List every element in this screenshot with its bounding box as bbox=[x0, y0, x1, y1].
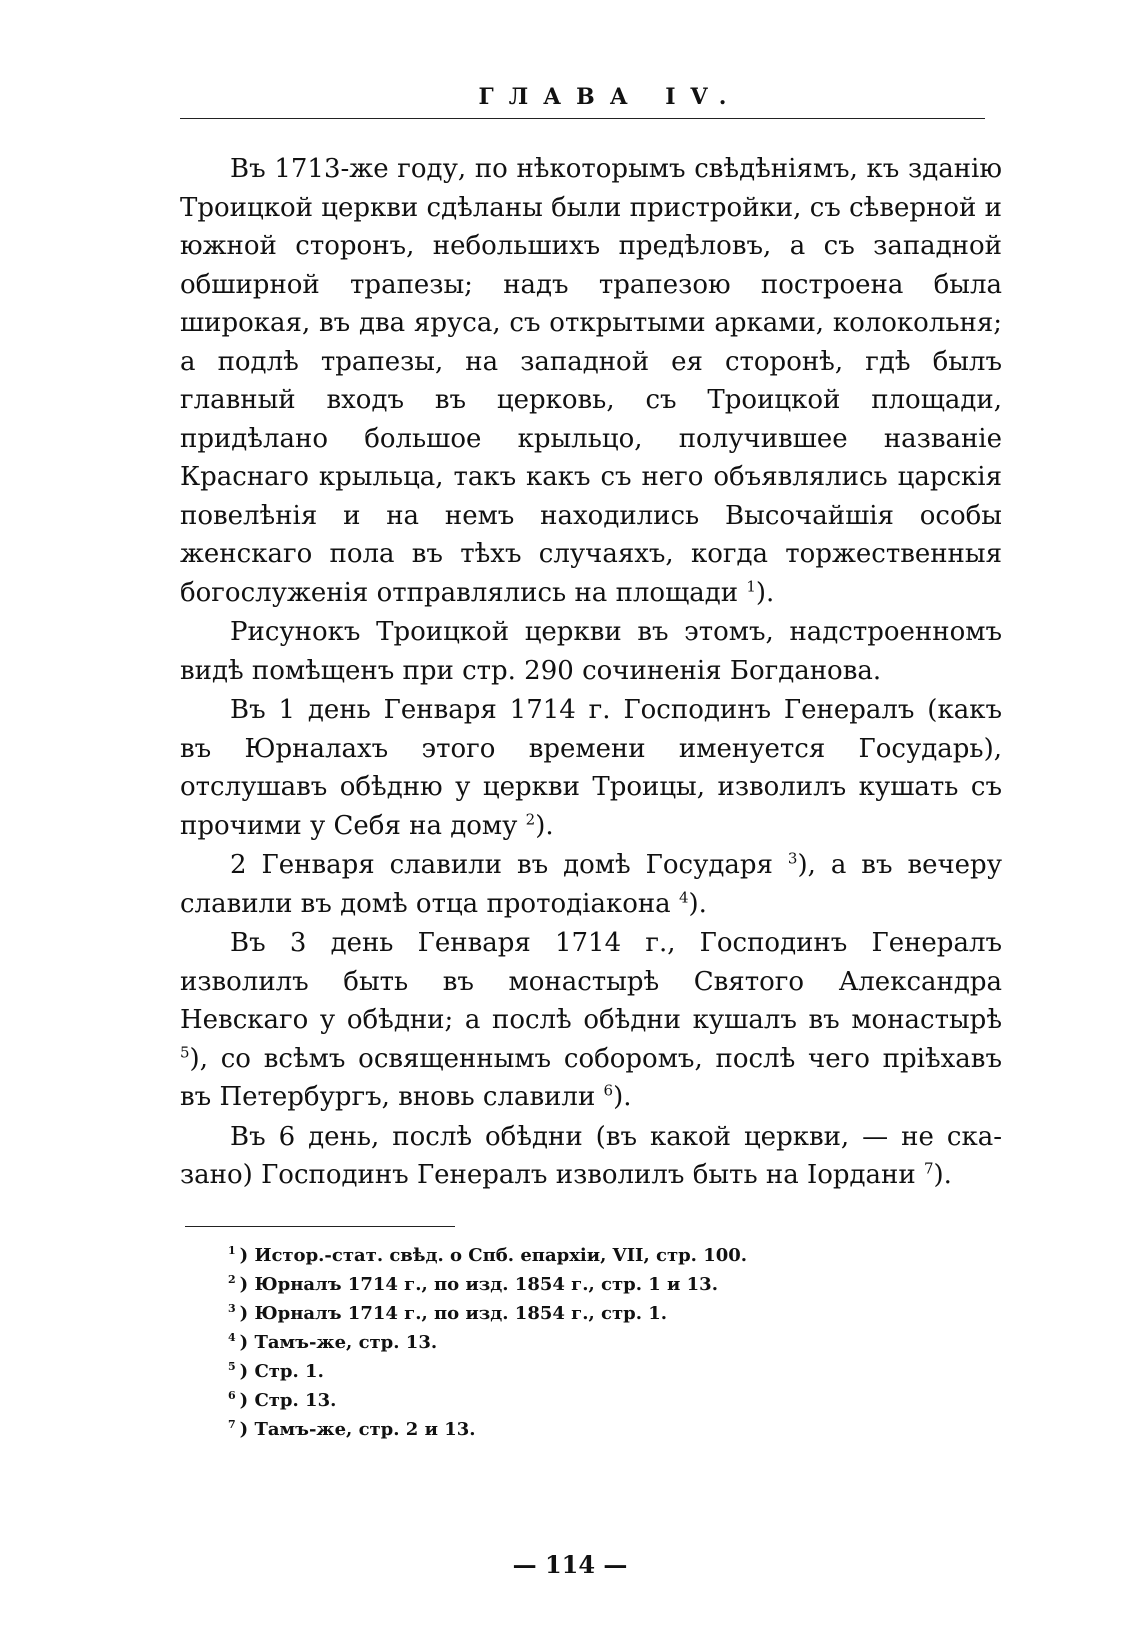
footnote-mark: 5 bbox=[228, 1360, 236, 1373]
paragraph-text: ). bbox=[535, 810, 554, 841]
paragraph bbox=[180, 846, 1002, 923]
footnote-text: ) Юрналъ 1714 г., по изд. 1854 г., стр. 1 и 13. bbox=[239, 1274, 718, 1295]
paragraph-text: 2 Генваря славили въ домѣ Государя bbox=[230, 850, 788, 880]
paragraph-text: ), со всѣмъ освященнымъ соборомъ, послѣ чего пріѣхавъ въ Петербургъ, вновь славили bbox=[180, 1043, 1002, 1112]
footnote-text: ) Стр. 13. bbox=[239, 1390, 337, 1411]
paragraph-text: ). bbox=[688, 888, 707, 919]
footnote-text: ) Тамъ-же, стр. 2 и 13. bbox=[239, 1419, 476, 1440]
footnote-mark: 7 bbox=[228, 1418, 236, 1431]
footnote-ref: 7 bbox=[923, 1159, 934, 1178]
footnote-mark: 2 bbox=[228, 1273, 236, 1286]
footnote-rule bbox=[185, 1226, 455, 1227]
paragraph-text: Рисунокъ Троицкой церкви въ этомъ, надстроенномъ видѣ помѣщенъ при стр. 290 сочиненія Богданова. bbox=[180, 617, 1002, 686]
footnotes bbox=[228, 1241, 988, 1444]
paragraph-text: Въ 3 день Генваря 1714 г., Господинъ Генералъ изволилъ быть въ монастырѣ Святого Александра Невскаго у обѣдни; а послѣ обѣдни кушалъ въ монастырѣ bbox=[180, 928, 1002, 1035]
footnote-ref: 1 bbox=[746, 576, 756, 595]
paragraph bbox=[180, 924, 1002, 1117]
footnote-ref: 6 bbox=[603, 1081, 614, 1100]
footnote-text: ) Истор.-стат. свѣд. о Спб. епархіи, VII, стр. 100. bbox=[239, 1245, 748, 1266]
footnote-ref: 2 bbox=[525, 809, 536, 828]
footnote-ref: 4 bbox=[678, 887, 689, 906]
footnote bbox=[228, 1415, 988, 1444]
footnote-text: ) Стр. 1. bbox=[239, 1361, 324, 1382]
paragraph-text: ). bbox=[755, 577, 775, 608]
page-number: — 114 — bbox=[512, 1550, 628, 1579]
header-rule bbox=[180, 118, 985, 119]
footnote-text: ) Тамъ-же, стр. 13. bbox=[239, 1332, 438, 1353]
paragraph-text: Въ 1 день Генваря 1714 г. Господинъ Генералъ (какъ въ Юрналахъ этого времени именуется Государь), отслушавъ обѣдню у церкви Троицы, изволилъ кушать съ прочими у Себя на дому bbox=[180, 695, 1002, 841]
paragraph-text: Въ 6 день, послѣ обѣдни (въ какой церкви, — не сказано) Господинъ Генералъ изволилъ быть на Іордани bbox=[180, 1121, 1002, 1190]
paragraph bbox=[180, 1118, 1002, 1195]
footnote bbox=[228, 1386, 988, 1415]
footnote bbox=[228, 1357, 988, 1386]
chapter-title: ГЛАВА IV. bbox=[478, 84, 742, 110]
paragraph-text: ), а въ вечеру славили въ домѣ отца протодіакона bbox=[180, 850, 1002, 919]
footnote-mark: 4 bbox=[228, 1331, 236, 1344]
footnote-ref: 3 bbox=[787, 849, 798, 868]
main-text bbox=[180, 150, 1002, 1196]
paragraph bbox=[180, 613, 1002, 690]
footnote-mark: 6 bbox=[228, 1389, 236, 1402]
paragraph-text: Въ 1713-же году, по нѣкоторымъ свѣдѣніямъ, къ зданію Троицкой церкви сдѣланы были пристройки, съ сѣверной и южной сторонъ, небольшихъ предѣловъ, а съ западной обширной трапезы; надъ трапезою построена была широкая, въ два яруса, съ открытыми арками, колокольня; а подлѣ трапезы, на западной ея сторонѣ, гдѣ былъ главный входъ въ церковь, съ Троицкой площади, придѣлано большое крыльцо, получившее названіе Краснаго крыльца, такъ какъ съ него объявлялись царскія повелѣнія и на немъ находились Высочайшія особы женскаго пола въ тѣхъ случаяхъ, когда торжественныя богослуженія отправлялись на площади bbox=[180, 154, 1002, 608]
footnote bbox=[228, 1270, 988, 1299]
footnote bbox=[228, 1241, 988, 1270]
footnote-mark: 1 bbox=[228, 1244, 236, 1257]
paragraph bbox=[180, 150, 1002, 612]
footnote-mark: 3 bbox=[228, 1302, 236, 1315]
footnote-ref: 5 bbox=[180, 1042, 190, 1061]
footnote bbox=[228, 1299, 988, 1328]
paragraph-text: ). bbox=[933, 1160, 952, 1190]
paragraph-text: ). bbox=[613, 1082, 632, 1112]
paragraph bbox=[180, 691, 1002, 845]
footnote bbox=[228, 1328, 988, 1357]
running-header bbox=[0, 84, 1140, 110]
footnote-text: ) Юрналъ 1714 г., по изд. 1854 г., стр. 1. bbox=[239, 1303, 668, 1324]
